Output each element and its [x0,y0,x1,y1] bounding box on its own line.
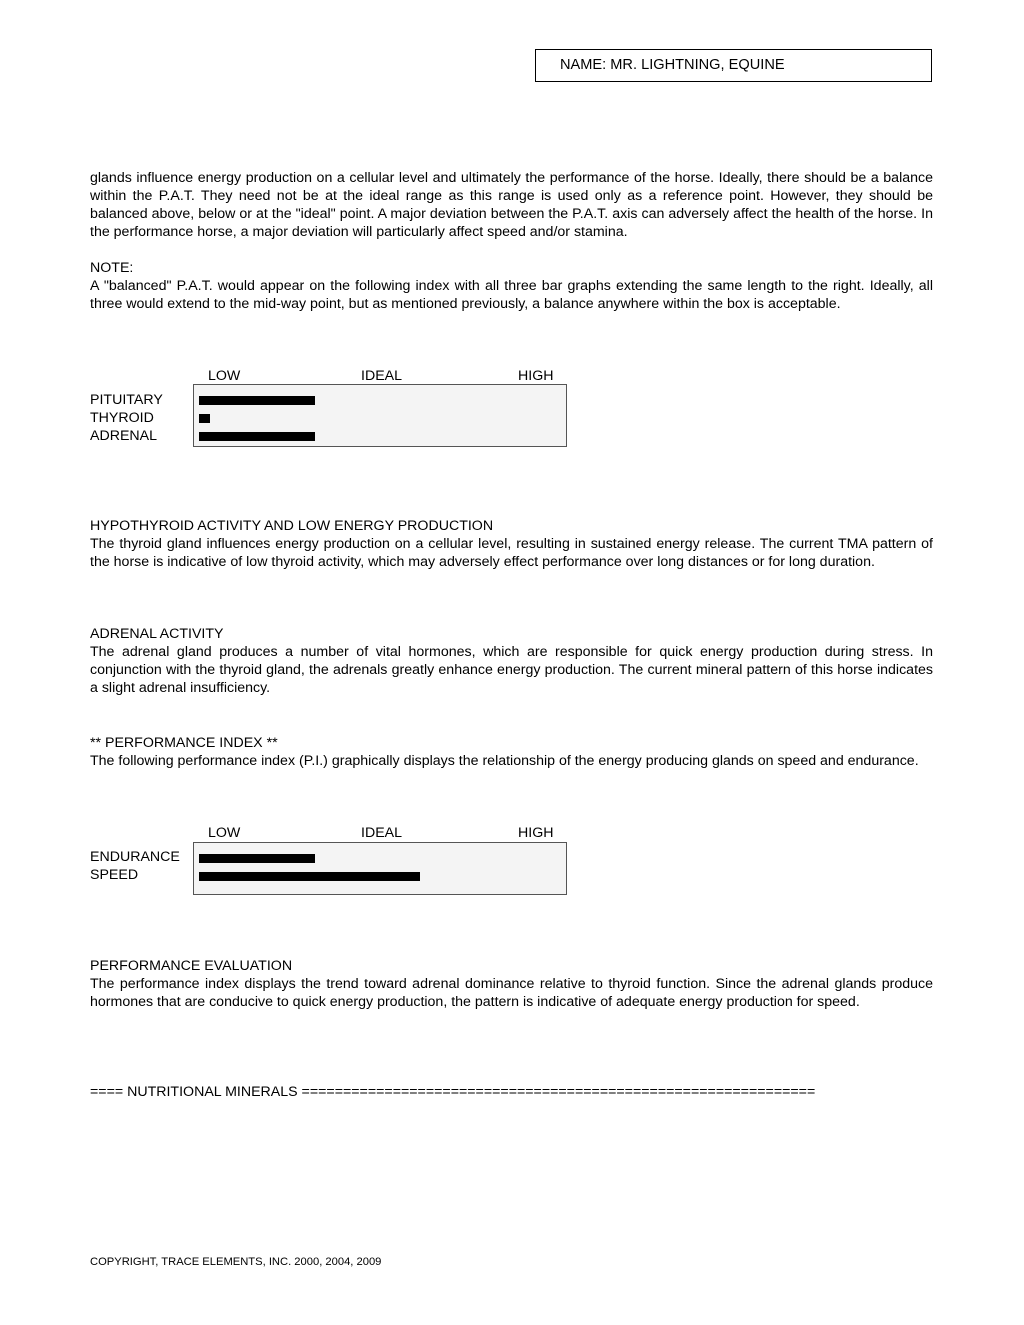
pat-axis-low: LOW [208,368,241,384]
pat-axis-ideal: IDEAL [361,368,403,384]
copyright-footer: COPYRIGHT, TRACE ELEMENTS, INC. 2000, 2004, 2009 [90,1256,382,1268]
pat-label-thyroid: THYROID [90,410,154,426]
hypothyroid-paragraph: The thyroid gland influences energy production on a cellular level, resulting in sustained energy release. The current TMA pattern of the horse is indicative of low thyroid activity, which may adversely effect performance over long distances or for long duration. [90,536,933,570]
pi-axis-high: HIGH [518,825,554,841]
pi-axis-low: LOW [208,825,241,841]
pat-label-adrenal: ADRENAL [90,428,158,444]
adrenal-title: ADRENAL ACTIVITY [90,626,224,642]
pat-bar-pituitary [199,396,315,405]
pi-graph-box [193,842,567,895]
intro-paragraph: glands influence energy production on a cellular level and ultimately the performance of the horse. Ideally, there should be a balance within the P.A.T. They need not be at the ideal range as this range is used only as a reference point. However, they should be balanced above, below or at the "ideal" point. A major deviation between the P.A.T. axis can adversely affect the health of the horse. In the performance horse, a major deviation will particularly affect speed and/or stamina. [90,170,933,240]
pat-graph-box [193,384,567,447]
performance-index-paragraph: The following performance index (P.I.) graphically displays the relationship of the energy producing glands on speed and endurance. [90,753,919,769]
pi-bar-endurance [199,854,315,863]
note-paragraph: A "balanced" P.A.T. would appear on the following index with all three bar graphs extending the same length to the right. Ideally, all three would extend to the mid-way point, but as mentioned previously, a balance anywhere within the box is acceptable. [90,278,933,312]
pat-bar-thyroid [199,414,210,423]
nutritional-minerals-divider: ==== NUTRITIONAL MINERALS ============================================================== [90,1084,816,1100]
evaluation-title: PERFORMANCE EVALUATION [90,958,293,974]
pi-axis-ideal: IDEAL [361,825,403,841]
pi-bar-speed [199,872,420,881]
pi-label-endurance: ENDURANCE [90,849,180,865]
hypothyroid-title: HYPOTHYROID ACTIVITY AND LOW ENERGY PRODUCTION [90,518,494,534]
patient-name: NAME: MR. LIGHTNING, EQUINE [560,57,785,73]
performance-index-title: ** PERFORMANCE INDEX ** [90,735,278,751]
adrenal-paragraph: The adrenal gland produces a number of vital hormones, which are responsible for quick energy production during stress. In conjunction with the thyroid gland, the adrenals greatly enhance energy production. The current mineral pattern of this horse indicates a slight adrenal insufficiency. [90,644,933,696]
note-title: NOTE: [90,260,134,276]
pat-axis-high: HIGH [518,368,554,384]
evaluation-paragraph: The performance index displays the trend toward adrenal dominance relative to thyroid function. Since the adrenal glands produce hormones that are conducive to quick energy production, the pattern is indicative of adequate energy production for speed. [90,976,933,1010]
pat-label-pituitary: PITUITARY [90,392,163,408]
pi-label-speed: SPEED [90,867,139,883]
patient-name-box [535,49,932,82]
pat-bar-adrenal [199,432,315,441]
